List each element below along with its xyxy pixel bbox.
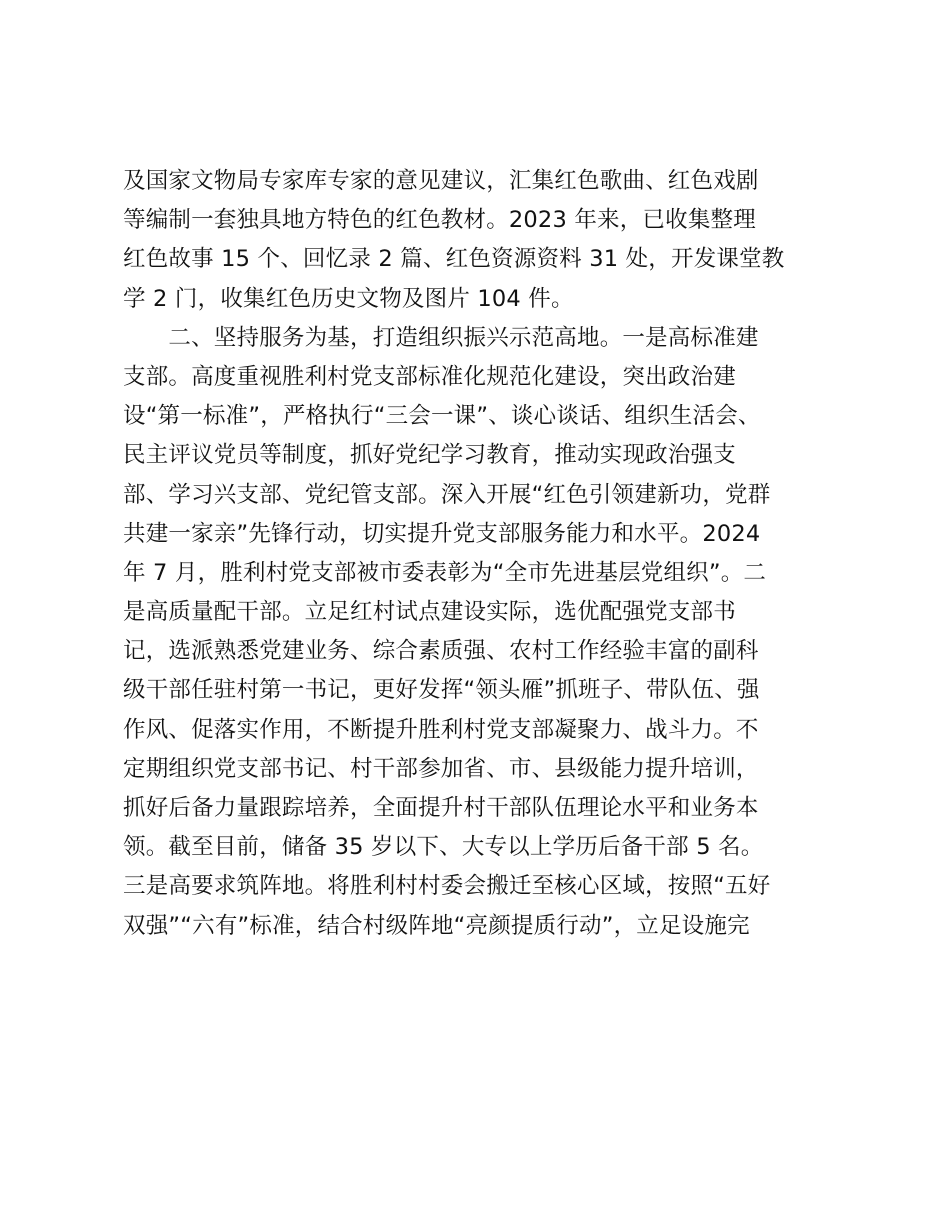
text-line: 是高质量配干部。立足红村试点建设实际，选优配强党支部书 [123, 599, 736, 626]
text-line: 记，选派熟悉党建业务、综合素质强、农村工作经验丰富的副科 [123, 638, 759, 665]
text-line: 双强”“六有”标准，结合村级阵地“亮颜提质行动”，立足设施完 [123, 912, 750, 939]
text-line: 支部。高度重视胜利村党支部标准化规范化建设，突出政治建 [123, 363, 736, 390]
text-line: 部、学习兴支部、党纪管支部。深入开展“红色引领建新功，党群 [123, 481, 771, 508]
text-line: 年 7 月，胜利村党支部被市委表彰为“全市先进基层党组织”。二 [123, 559, 767, 586]
text-line: 三是高要求筑阵地。将胜利村村委会搬迁至核心区域，按照“五好 [123, 873, 771, 900]
text-line: 学 2 门，收集红色历史文物及图片 104 件。 [123, 285, 574, 312]
text-line: 定期组织党支部书记、村干部参加省、市、县级能力提升培训， [123, 755, 759, 782]
text-line: 级干部任驻村第一书记，更好发挥“领头雁”抓班子、带队伍、强 [123, 677, 760, 704]
paragraph-start-line: 二、坚持服务为基，打造组织振兴示范高地。一是高标准建 [123, 324, 759, 351]
text-line: 领。截至目前，储备 35 岁以下、大专以上学历后备干部 5 名。 [123, 834, 764, 861]
text-line: 抓好后备力量跟踪培养，全面提升村干部队伍理论水平和业务本 [123, 795, 759, 821]
text-line: 共建一家亲”先锋行动，切实提升党支部服务能力和水平。2024 [123, 520, 761, 547]
text-line: 设“第一标准”，严格执行“三会一课”、谈心谈话、组织生活会、 [123, 403, 761, 430]
text-line: 红色故事 15 个、回忆录 2 篇、红色资源资料 31 处，开发课堂教 [123, 246, 785, 273]
text-line: 民主评议党员等制度，抓好党纪学习教育，推动实现政治强支 [123, 442, 736, 469]
text-line: 等编制一套独具地方特色的红色教材。2023 年来，已收集整理 [123, 207, 756, 234]
text-line: 作风、促落实作用，不断提升胜利村党支部凝聚力、战斗力。不 [123, 716, 759, 743]
body-text [123, 162, 843, 946]
text-line: 及国家文物局专家库专家的意见建议，汇集红色歌曲、红色戏剧 [123, 168, 759, 194]
